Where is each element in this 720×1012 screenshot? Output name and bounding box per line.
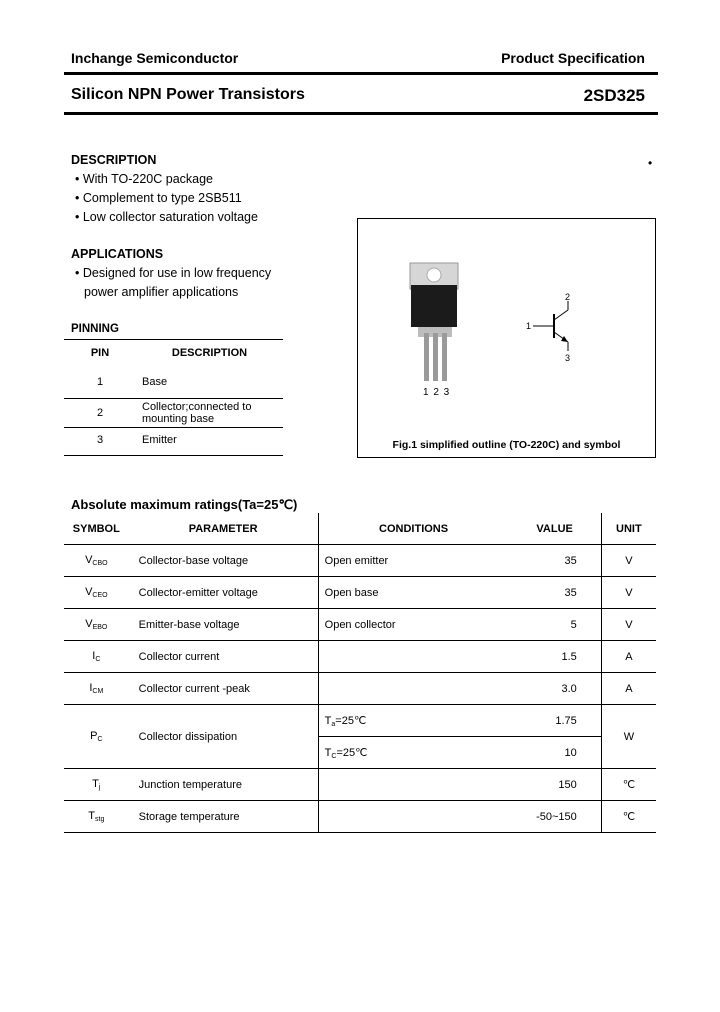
symbol-cell (64, 609, 129, 641)
emitter-arrow (561, 336, 568, 342)
conditions-cell (318, 705, 508, 737)
symbol-subscript: EBO (92, 624, 108, 631)
parameter-cell: Emitter-base voltage (129, 609, 319, 641)
conditions-cell (318, 641, 508, 673)
symbol-cell (64, 801, 129, 833)
value-cell: 35 (508, 577, 601, 609)
bullet-mark: • (648, 156, 653, 170)
symbol-letter: V (85, 586, 93, 598)
symbol-cell (64, 705, 129, 769)
lead-2 (433, 333, 438, 381)
symbol-subscript: stg (95, 816, 105, 823)
conditions-cell (318, 801, 508, 833)
pin-description: Base (142, 376, 168, 389)
package-body (411, 285, 457, 327)
pin-description: Emitter (136, 427, 283, 455)
header-rule-top (64, 72, 658, 75)
ratings-row (64, 641, 656, 673)
unit-cell: V (601, 545, 656, 577)
unit-cell: A (601, 673, 656, 705)
cond-subscript: C (331, 752, 337, 760)
symbol-subscript: C (97, 736, 103, 743)
symbol-letter: I (92, 650, 96, 662)
symbol-subscript: CM (92, 688, 104, 695)
cond-rest: =25℃ (335, 714, 367, 727)
conditions-header: CONDITIONS (318, 513, 508, 545)
value-cell: 1.75 (508, 705, 601, 737)
ratings-row (64, 577, 656, 609)
symbol-cell (64, 673, 129, 705)
parameter-cell: Collector current -peak (129, 673, 319, 705)
description-item: • With TO-220C package (75, 172, 214, 186)
symbol-letter: V (85, 618, 93, 630)
symbol-letter: I (89, 682, 93, 694)
figure-box (357, 218, 656, 458)
pin-number: 2 (64, 398, 136, 427)
collector-branch (554, 310, 568, 320)
description-item: • Complement to type 2SB511 (75, 191, 242, 205)
pinning-header-row (64, 339, 283, 367)
conditions-cell: Open emitter (318, 545, 508, 577)
package-outline-image (358, 219, 655, 457)
parameter-header: PARAMETER (188, 522, 258, 535)
symbol-subscript: CEO (92, 592, 108, 599)
symbol-letter: V (85, 554, 93, 566)
ratings-row (64, 769, 656, 801)
value-cell: 1.5 (508, 641, 601, 673)
document-title: Silicon NPN Power Transistors (71, 86, 305, 103)
symbol-letter: P (90, 730, 98, 742)
conditions-cell: Open base (318, 577, 508, 609)
symbol-subscript: CBO (92, 560, 108, 567)
lead-1 (424, 333, 429, 381)
symbol-subscript: C (95, 656, 101, 663)
symbol-pin-3-label: 3 (565, 353, 571, 363)
cond-letter: T (324, 746, 332, 759)
pin-description-line: mounting base (142, 412, 215, 425)
symbol-pin-2-label: 2 (565, 292, 571, 302)
pin-description (136, 398, 283, 427)
description-item: • Low collector saturation voltage (75, 210, 258, 224)
pinning-heading: PINNING (71, 323, 119, 335)
symbol-letter: T (92, 778, 99, 790)
unit-cell: W (601, 705, 656, 769)
lead-3 (442, 333, 447, 381)
symbol-pin-1-label: 1 (526, 321, 532, 331)
parameter-cell: Collector-emitter voltage (129, 577, 319, 609)
applications-item: • Designed for use in low frequency (75, 266, 272, 280)
pinning-table (64, 339, 283, 456)
value-cell: 10 (508, 737, 601, 769)
cond-subscript: a (331, 720, 336, 728)
symbol-subscript: j (98, 784, 101, 791)
pin-description-line: Collector;connected to (142, 400, 252, 413)
conditions-cell (318, 737, 508, 769)
symbol-letter: T (88, 810, 96, 822)
pin-number: 3 (64, 427, 136, 455)
unit-cell: ℃ (601, 801, 656, 833)
package-pin-labels: 1 2 3 (423, 387, 450, 398)
ratings-row (64, 705, 656, 737)
conditions-cell (318, 769, 508, 801)
value-cell: 5 (508, 609, 601, 641)
unit-cell: V (601, 577, 656, 609)
conditions-cell (318, 673, 508, 705)
symbol-cell (64, 577, 129, 609)
symbol-cell (64, 545, 129, 577)
value-cell: 150 (508, 769, 601, 801)
ratings-title: Absolute maximum ratings(Ta=25℃) (71, 497, 298, 512)
pinning-row (64, 398, 283, 427)
ratings-table (64, 513, 656, 833)
pinning-row (64, 427, 283, 455)
value-cell: 35 (508, 545, 601, 577)
ratings-row (64, 801, 656, 833)
unit-cell: ℃ (601, 769, 656, 801)
parameter-cell: Collector-base voltage (129, 545, 319, 577)
unit-cell: A (601, 641, 656, 673)
cond-letter: T (324, 714, 332, 727)
parameter-cell: Storage temperature (129, 801, 319, 833)
symbol-header: SYMBOL (72, 522, 120, 535)
pinning-row (64, 367, 283, 398)
symbol-cell (64, 769, 129, 801)
mounting-hole (427, 268, 441, 282)
ratings-row (64, 609, 656, 641)
ratings-header-row (64, 513, 656, 545)
parameter-cell: Collector current (129, 641, 319, 673)
figure-caption: Fig.1 simplified outline (TO-220C) and symbol (392, 439, 621, 451)
ratings-row (64, 673, 656, 705)
value-header: VALUE (536, 522, 573, 535)
value-cell: -50~150 (508, 801, 601, 833)
pin-col-header: PIN (90, 347, 110, 359)
parameter-cell: Collector dissipation (129, 705, 319, 769)
applications-item-cont: power amplifier applications (84, 285, 239, 299)
spec-label: Product Specification (501, 50, 645, 66)
ratings-row (64, 545, 656, 577)
desc-col-header: DESCRIPTION (171, 347, 248, 359)
unit-cell: V (601, 609, 656, 641)
applications-heading: APPLICATIONS (71, 247, 164, 261)
unit-header: UNIT (601, 513, 656, 545)
header-rule-bottom (64, 112, 658, 115)
parameter-cell: Junction temperature (129, 769, 319, 801)
description-heading: DESCRIPTION (71, 153, 157, 167)
part-number: 2SD325 (583, 86, 645, 105)
symbol-cell (64, 641, 129, 673)
value-cell: 3.0 (508, 673, 601, 705)
conditions-cell: Open collector (318, 609, 508, 641)
cond-rest: =25℃ (336, 746, 368, 759)
company-name: Inchange Semiconductor (71, 50, 239, 66)
pin-number: 1 (96, 376, 104, 389)
